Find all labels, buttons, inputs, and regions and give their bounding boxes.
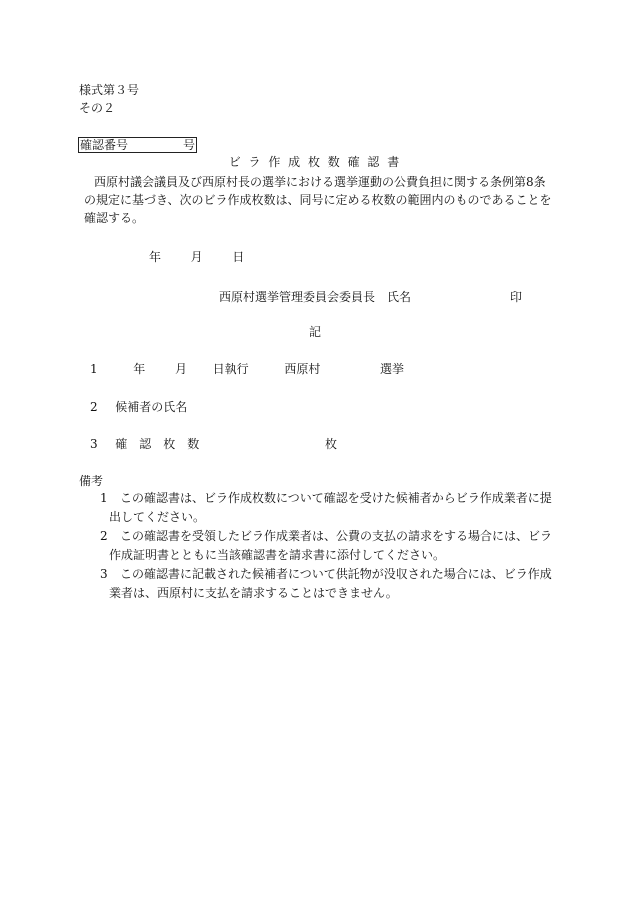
form-subnumber: その２ xyxy=(79,101,116,115)
seal-mark: 印 xyxy=(510,290,523,304)
item-number: 1 xyxy=(90,362,98,376)
remark-text: この確認書は、ビラ作成枚数について確認を受けた候補者からビラ作成業者に提出してください。 xyxy=(109,491,552,524)
confirm-number-label: 確認番号 xyxy=(80,138,129,152)
item3-text: 確 認 枚 数 xyxy=(115,437,200,451)
confirm-number-suffix: 号 xyxy=(183,138,196,152)
remark-number: 3 xyxy=(100,567,108,581)
form-number: 様式第３号 xyxy=(79,83,140,97)
list-item xyxy=(90,436,337,452)
remark-text: この確認書を受領したビラ作成業者は、公費の支払の請求をする場合には、ビラ作成証明書とともに当該確認書を請求書に添付してください。 xyxy=(109,529,553,562)
list-item xyxy=(90,399,187,415)
remarks-heading: 備考 xyxy=(79,474,104,488)
date-day: 日 xyxy=(232,250,245,264)
list-item xyxy=(90,361,404,377)
item-number: 3 xyxy=(90,437,98,451)
document-title: ビ ラ 作 成 枚 数 確 認 書 xyxy=(228,155,402,169)
item3-unit: 枚 xyxy=(324,437,337,451)
item2-text: 候補者の氏名 xyxy=(115,400,188,414)
remark-note xyxy=(100,489,555,527)
item-number: 2 xyxy=(90,400,98,414)
ki-heading: 記 xyxy=(308,325,321,339)
date-month: 月 xyxy=(190,250,203,264)
date-line xyxy=(149,249,244,265)
item1-month: 月 xyxy=(174,362,187,376)
date-year: 年 xyxy=(149,250,162,264)
remark-number: 1 xyxy=(100,491,108,505)
signer-title: 西原村選挙管理委員会委員長 氏名 xyxy=(219,290,412,304)
remark-text: この確認書に記載された候補者について供託物が没収された場合には、ビラ作成業者は、西原村に支払を請求することはできません。 xyxy=(109,567,552,600)
item1-year: 年 xyxy=(133,362,146,376)
remark-number: 2 xyxy=(100,529,108,543)
body-paragraph: 西原村議会議員及び西原村長の選挙における選挙運動の公費負担に関する条例第8条の規定に基づき、次のビラ作成枚数は、同号に定める枚数の範囲内のものであることを確認する。 xyxy=(84,175,552,225)
remark-note xyxy=(100,565,555,603)
item1-election: 選挙 xyxy=(379,362,404,376)
item1-day-exec: 日執行 xyxy=(212,362,249,376)
remark-note xyxy=(100,527,555,565)
item1-village: 西原村 xyxy=(284,362,321,376)
